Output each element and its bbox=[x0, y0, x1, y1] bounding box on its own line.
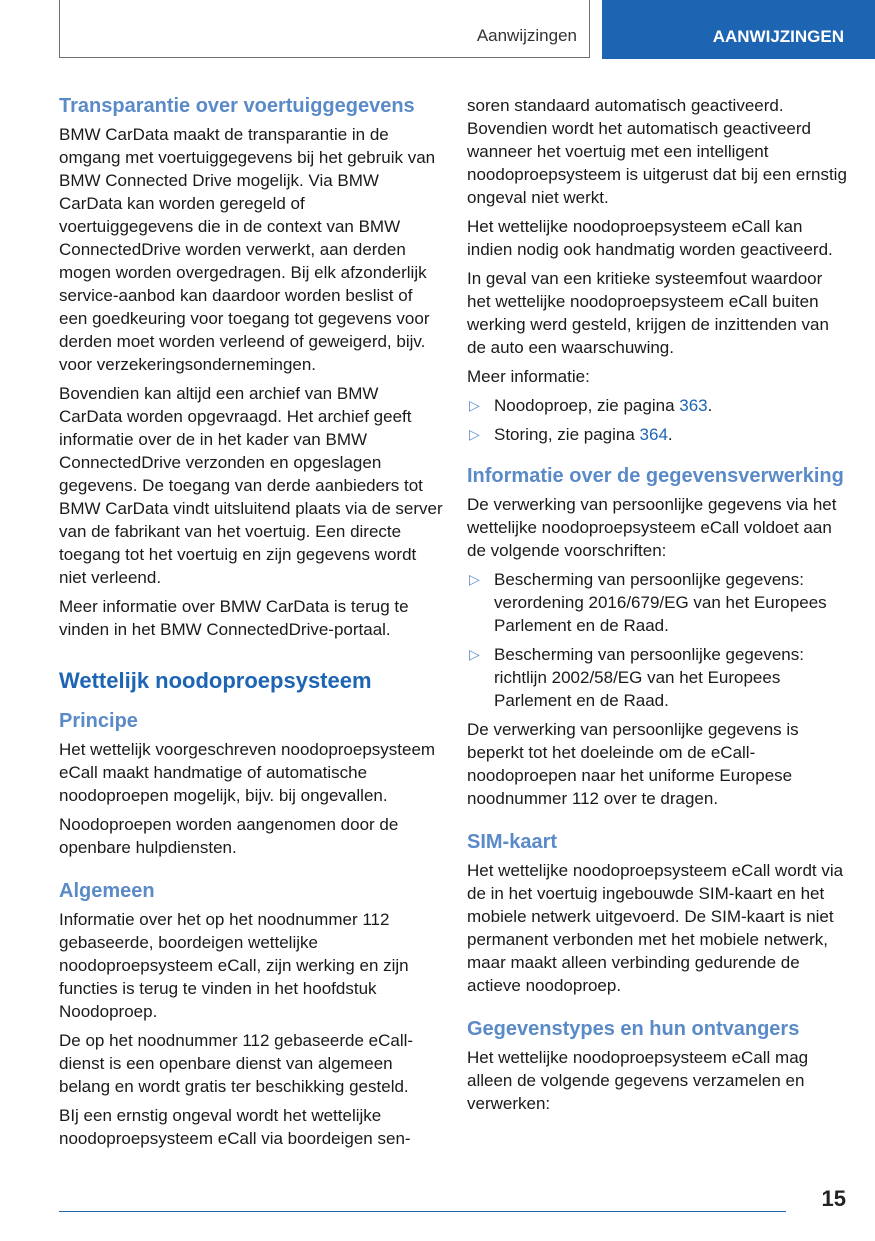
list-item: ▷ Bescherming van persoonlijke gegevens: verordening 2016/679/EG van het Europees Parlement en de Raad. bbox=[469, 570, 827, 635]
heading-principe: Principe bbox=[59, 710, 138, 732]
paragraph-systeemfout: In geval van een kritieke systeemfout waardoor het wettelijke noodoproepsysteem eCall buiten werking werd gesteld, krijgen de inzittenden van de auto een waarschuwing. bbox=[467, 269, 829, 357]
heading-transparantie: Transparantie over voertuiggegevens bbox=[59, 95, 415, 117]
bullet-triangle-icon: ▷ bbox=[469, 646, 480, 662]
heading-algemeen: Algemeen bbox=[59, 880, 155, 902]
paragraph-meer-informatie: Meer informatie: bbox=[467, 367, 590, 386]
list-item: ▷ Storing, zie pagina 364. bbox=[469, 425, 673, 444]
left-column bbox=[59, 94, 443, 1156]
footer-divider bbox=[59, 1211, 786, 1212]
page-number: 15 bbox=[821, 1186, 846, 1211]
right-column bbox=[467, 94, 847, 1121]
heading-informatie-gegevensverwerking: Informatie over de gegevensverwerking bbox=[467, 465, 844, 487]
heading-gegevenstypes: Gegevenstypes en hun ontvangers bbox=[467, 1018, 800, 1040]
paragraph-informatie-1: De verwerking van persoonlijke gegevens via het wettelijke noodoproepsysteem eCall voldoet aan de volgende voorschriften: bbox=[467, 495, 837, 560]
page-link-364[interactable]: 364 bbox=[639, 425, 668, 444]
header-frame bbox=[59, 0, 590, 58]
paragraph-principe-1: Het wettelijk voorgeschreven noodoproepsysteem eCall maakt handmatige of automatische noodoproepen mogelijk, bijv. bij ongevallen. bbox=[59, 740, 436, 805]
bullet-triangle-icon: ▷ bbox=[469, 571, 480, 587]
paragraph-principe-2: Noodoproepen worden aangenomen door de openbare hulpdiensten. bbox=[59, 815, 399, 857]
paragraph-algemeen-2: De op het noodnummer 112 gebaseerde eCall-dienst is een openbare dienst van algemeen belang en wordt gratis ter beschikking gesteld. bbox=[59, 1031, 414, 1096]
paragraph-algemeen-1: Informatie over het op het noodnummer 112 gebaseerde, boordeigen wettelijke noodoproepsysteem eCall, zijn werking en zijn functies is terug te vinden in het hoofdstuk Noodoproep. bbox=[59, 910, 409, 1021]
regulation-list bbox=[467, 568, 847, 712]
paragraph-algemeen-3: BIj een ernstig ongeval wordt het wettelijke noodoproepsysteem eCall via boordeigen sen- bbox=[59, 1106, 411, 1148]
paragraph-transparantie-1: BMW CarData maakt de transparantie in de omgang met voertuiggegevens bij het gebruik van BMW Connected Drive mogelijk. Via BMW CarData kan worden geregeld of voertuiggegevens die in de context van BMW ConnectedDrive worden verwerkt, aan derden mogen worden overgedragen. Bij elk afzonderlijk service-aanbod kan daardoor worden beslist of een goedkeuring voor toegang tot gegevens voor derden moet worden verleend of geweigerd, bijv. voor verzekeringsondernemingen. bbox=[59, 125, 436, 374]
page-link-363[interactable]: 363 bbox=[679, 396, 708, 415]
paragraph-transparantie-2: Bovendien kan altijd een archief van BMW CarData worden opgevraagd. Het archief geeft informatie over de in het kader van BMW ConnectedDrive verzonden en opgeslagen gegevens. De toegang van derde aanbieders tot BMW CarData vindt uitsluitend plaats via de server van de fabrikant van het voertuig. Een directe toegang tot het voertuig en zijn gegevens wordt niet verleend. bbox=[59, 384, 443, 587]
heading-sim-kaart: SIM-kaart bbox=[467, 831, 558, 853]
paragraph-gegevenstypes-1: Het wettelijke noodoproepsysteem eCall mag alleen de volgende gegevens verzamelen en verwerken: bbox=[467, 1048, 809, 1113]
header-tab-label: AANWIJZINGEN bbox=[712, 27, 844, 46]
header-section-label: Aanwijzingen bbox=[476, 26, 577, 45]
paragraph-handmatig: Het wettelijke noodoproepsysteem eCall kan indien nodig ook handmatig worden geactiveerd. bbox=[467, 217, 833, 259]
bullet-triangle-icon: ▷ bbox=[469, 397, 480, 413]
header-tab bbox=[602, 0, 875, 59]
paragraph-sim-1: Het wettelijke noodoproepsysteem eCall wordt via de in het voertuig ingebouwde SIM-kaart en het mobiele netwerk uitgevoerd. De SIM-kaart is niet permanent verbonden met het mobiele netwerk, maar maakt alleen verbinding gedurende de actieve noodoproep. bbox=[467, 861, 844, 995]
bullet-triangle-icon: ▷ bbox=[469, 426, 480, 442]
list-item: ▷ Bescherming van persoonlijke gegevens: richtlijn 2002/58/EG van het Europees Parlement en de Raad. bbox=[469, 645, 804, 710]
list-item: ▷ Noodoproep, zie pagina 363. bbox=[469, 396, 713, 415]
paragraph-transparantie-3: Meer informatie over BMW CarData is terug te vinden in het BMW ConnectedDrive-portaal. bbox=[59, 597, 409, 639]
heading-wettelijk-noodoproepsysteem: Wettelijk noodoproepsysteem bbox=[59, 668, 372, 693]
paragraph-informatie-2: De verwerking van persoonlijke gegevens is beperkt tot het doeleinde om de eCall-noodoproepen naar het uniforme Europese noodnummer 112 over te dragen. bbox=[467, 720, 799, 808]
paragraph-continued: soren standaard automatisch geactiveerd. Bovendien wordt het automatisch geactiveerd wanneer het voertuig met een intelligent noodoproepsysteem is uitgerust dat bij een ernstig ongeval niet werkt. bbox=[467, 96, 847, 207]
reference-list bbox=[467, 394, 847, 446]
